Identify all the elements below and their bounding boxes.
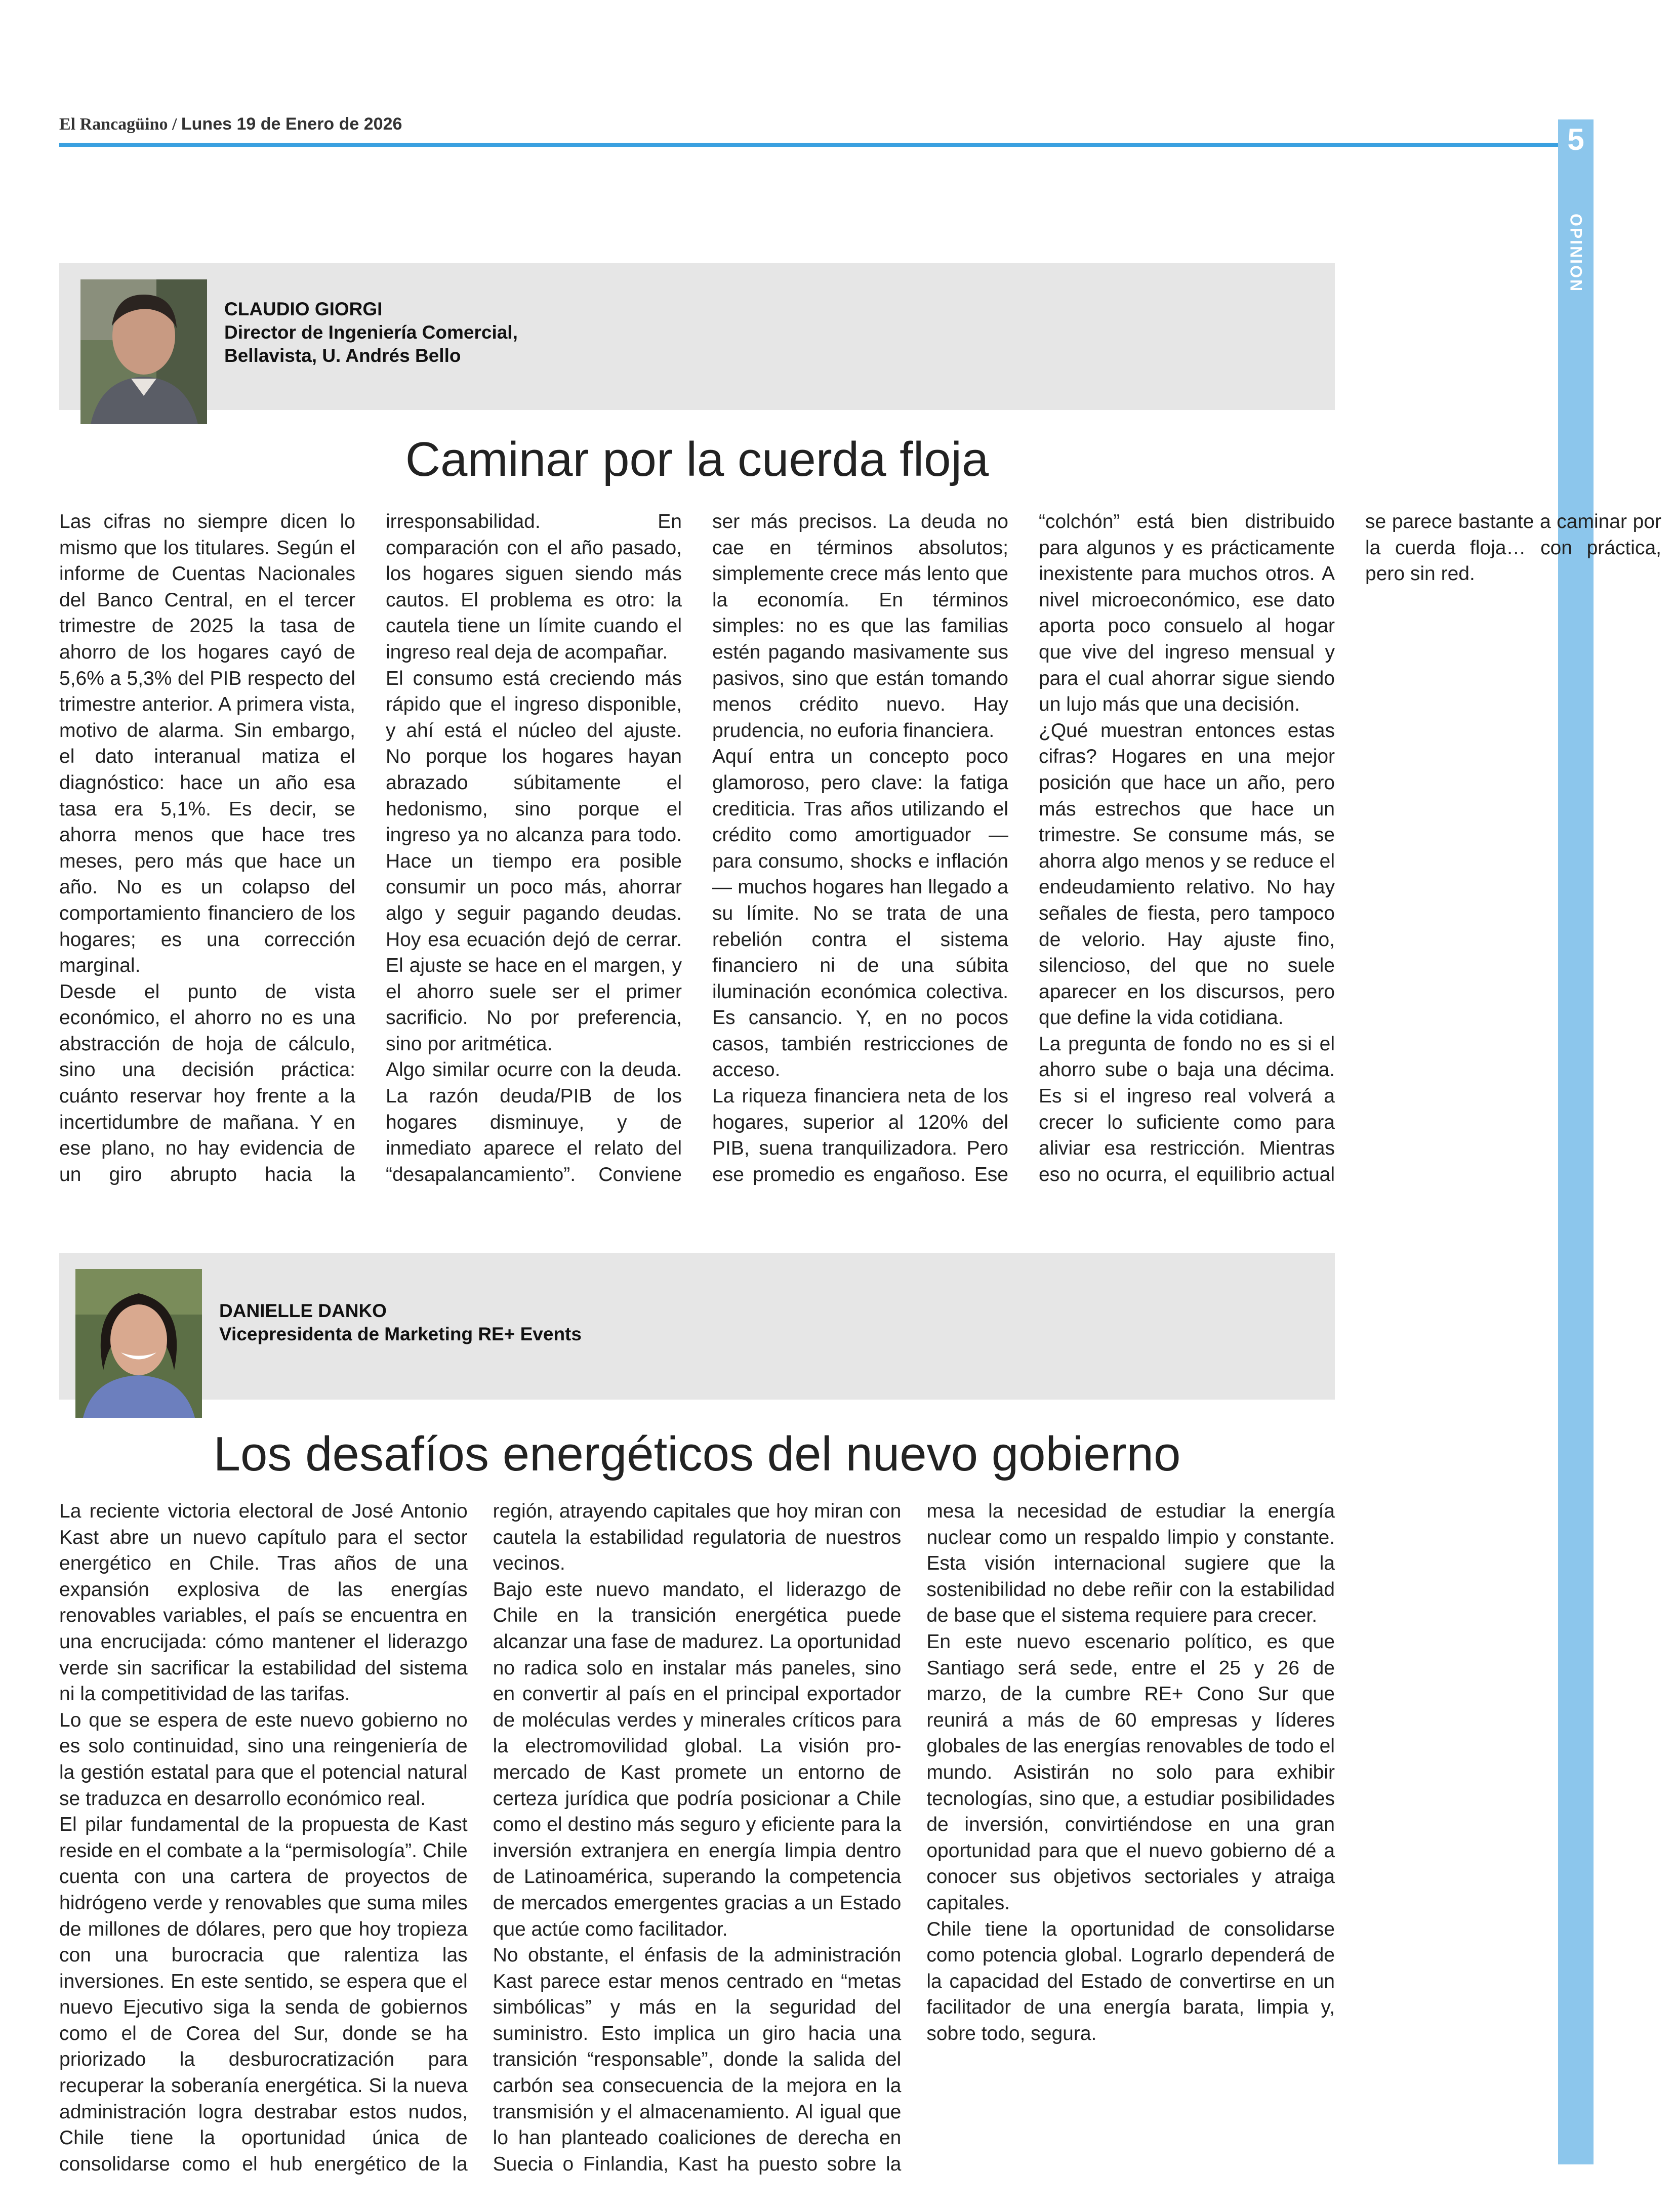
article-1-paragraph: La riqueza financiera neta de los hogares, superior al 120% del PIB, suena tranquilizadora. Pero ese promedio es engañoso. Ese “colchón” está bien distribuido para algunos y es prácticamente inexistente para muchos otros. A nivel microeconómico, ese dato aporta poco consuelo al hogar que vive del ingreso mensual y para el cual ahorrar sigue siendo un lujo más que una decisión. bbox=[712, 511, 1335, 1185]
author-info-2 bbox=[219, 1299, 582, 1346]
article-1-body bbox=[59, 509, 1661, 1207]
issue-date: Lunes 19 de Enero de 2026 bbox=[181, 114, 402, 134]
author-name-2: DANIELLE DANKO bbox=[219, 1300, 387, 1321]
section-label bbox=[1558, 213, 1594, 294]
article-1-paragraph: Algo similar ocurre con la deuda. La razón deuda/PIB de los hogares disminuye, y de inmediato aparece el relato del “desapalancamiento”. Conviene ser más precisos. La deuda no cae en términos absolutos; simplemente crece más lento que la economía. En términos simples: no es que las familias estén pagando masivamente sus pasivos, sino que están tomando menos crédito nuevo. Hay prudencia, no euforia financiera. bbox=[386, 511, 1008, 1185]
author-role-2: Vicepresidenta de Marketing RE+ Events bbox=[219, 1324, 582, 1344]
article-2-paragraph: Bajo este nuevo mandato, el liderazgo de Chile en la transición energética puede alcanzar una fase de madurez. La oportunidad no radica solo en instalar más paneles, sino en convertir al país en el principal exportador de moléculas verdes y minerales críticos para la electromovilidad global. La visión pro-mercado de Kast promete un entorno de certeza jurídica que podría posicionar a Chile como el destino más seguro y eficiente para la inversión extranjera en energía limpia dentro de Latinoamérica, superando la competencia de mercados emergentes gracias a un Estado que actúe como facilitador. bbox=[493, 1578, 902, 1940]
article-2-paragraph: La reciente victoria electoral de José Antonio Kast abre un nuevo capítulo para el sector energético en Chile. Tras años de una expansión explosiva de las energías renovables variables, el país se encuentra en una encrucijada: cómo mantener el liderazgo verde sin sacrificar la estabilidad del sistema ni la competitividad de las tarifas. bbox=[59, 1500, 468, 1705]
article-2-paragraph: En este nuevo escenario político, es que Santiago será sede, entre el 25 y 26 de marzo, de la cumbre RE+ Cono Sur que reunirá a más de 60 empresas y líderes globales de las energías renovables de todo el mundo. Asistirán no solo para exhibir tecnologías, sino que, a estudiar posibilidades de inversión, convirtiéndose en una gran oportunidad para que el nuevo gobierno dé a conocer sus objetivos sectoriales y atraiga capitales. bbox=[926, 1630, 1335, 1914]
author-role-1a: Director de Ingeniería Comercial, bbox=[224, 322, 518, 343]
author-info-1 bbox=[224, 298, 518, 367]
newspaper-name: El Rancagüino / bbox=[59, 115, 177, 134]
section-label-text: OPINION bbox=[1567, 213, 1585, 293]
masthead bbox=[59, 114, 402, 134]
article-2-body bbox=[59, 1498, 1335, 2179]
header-rule bbox=[59, 143, 1559, 147]
page-number: 5 bbox=[1567, 122, 1584, 156]
author-box-1 bbox=[59, 263, 1335, 410]
article-1-paragraph: Las cifras no siempre dicen lo mismo que los titulares. Según el informe de Cuentas Nacionales del Banco Central, en el tercer trimestre de 2025 la tasa de ahorro de los hogares cayó de 5,6% a 5,3% del PIB respecto del trimestre anterior. A primera vista, motivo de alarma. Sin embargo, el dato interanual matiza el diagnóstico: hace un año esa tasa era 5,1%. Es decir, se ahorra menos que hace tres meses, pero más que hace un año. No es un colapso del comportamiento financiero de los hogares; es una corrección marginal. bbox=[59, 511, 355, 977]
author-role-1b: Bellavista, U. Andrés Bello bbox=[224, 345, 461, 366]
author-name-1: CLAUDIO GIORGI bbox=[224, 299, 383, 319]
author-photo-1-image bbox=[80, 279, 207, 424]
author-box-2 bbox=[59, 1253, 1335, 1400]
article-2-paragraph: Chile tiene la oportunidad de consolidarse como potencia global. Lograrlo dependerá de la capacidad del Estado de convertirse en un facilitador de una energía barata, limpia y, sobre todo, segura. bbox=[926, 1918, 1335, 2044]
article-1-paragraph: Desde el punto de vista económico, el ahorro no es una abstracción de hoja de cálculo, sino una decisión práctica: cuánto reservar hoy frente a la incertidumbre de mañana. Y en ese plano, no hay evidencia de un giro abrupto hacia la irresponsabilidad. En comparación con el año pasado, los hogares siguen siendo más cautos. El problema es otro: la cautela tiene un límite cuando el ingreso real deja de acompañar. bbox=[59, 511, 682, 1185]
article-2-paragraph: Lo que se espera de este nuevo gobierno no es solo continuidad, sino una reingeniería de la gestión estatal para que el potencial natural se traduzca en desarrollo económico real. bbox=[59, 1709, 468, 1810]
author-photo-1 bbox=[80, 279, 207, 424]
article-1-paragraph: La pregunta de fondo no es si el ahorro sube o baja una décima. Es si el ingreso real volverá a crecer lo suficiente como para aliviar esa restricción. Mientras eso no ocurra, el equilibrio actual se parece bastante a caminar por la cuerda floja… con práctica, pero sin red. bbox=[1039, 511, 1661, 1185]
article-2-paragraph: El pilar fundamental de la propuesta de Kast reside en el combate a la “permisología”. Chile cuenta con una cartera de proyectos de hidrógeno verde y renovables que suma miles de millones de dólares, pero que hoy tropieza con una burocracia que ralentiza las inversiones. En este sentido, se espera que el nuevo Ejecutivo siga la senda de gobiernos como el de Corea del Sur, donde se ha priorizado la desburocratización para recuperar la soberanía energética. Si la nueva administración logra destrabar estos nudos, Chile tiene la oportunidad única de consolidarse como el hub energético de la región, atrayendo capitales que hoy miran con cautela la estabilidad regulatoria de nuestros vecinos. bbox=[59, 1500, 902, 2175]
author-photo-2-image bbox=[75, 1269, 202, 1418]
author-photo-2 bbox=[75, 1269, 202, 1418]
article-1-paragraph: El consumo está creciendo más rápido que el ingreso disponible, y ahí está el núcleo del ajuste. No porque los hogares hayan abrazado súbitamente el hedonismo, sino porque el ingreso ya no alcanza para todo. Hace un tiempo era posible consumir un poco más, ahorrar algo y seguir pagando deudas. Hoy esa ecuación dejó de cerrar. El ajuste se hace en el margen, y el ahorro suele ser el primer sacrificio. No por preferencia, sino por aritmética. bbox=[386, 667, 682, 1055]
article-2-paragraph: No obstante, el énfasis de la administración Kast parece estar menos centrado en “metas simbólicas” y más en la seguridad del suministro. Esto implica un giro hacia una transición “responsable”, donde la salida del carbón sea consecuencia de la mejora en la transmisión y el almacenamiento. Al igual que lo han planteado coaliciones de derecha en Suecia o Finlandia, Kast ha puesto sobre la mesa la necesidad de estudiar la energía nuclear como un respaldo limpio y constante. Esta visión internacional sugiere que la sostenibilidad no debe reñir con la estabilidad de base que el sistema requiere para crecer. bbox=[493, 1500, 1335, 2175]
article-1-title: Caminar por la cuerda floja bbox=[405, 432, 989, 486]
section-sidebar bbox=[1558, 119, 1594, 2164]
article-1-paragraph: ¿Qué muestran entonces estas cifras? Hogares en una mejor posición que hace un año, pero más estrechos que hace un trimestre. Se consume más, se ahorra algo menos y se reduce el endeudamiento relativo. No hay señales de fiesta, pero tampoco de velorio. Hay ajuste fino, silencioso, del que no suele aparecer en los discursos, pero que define la vida cotidiana. bbox=[1039, 719, 1335, 1029]
article-2-title: Los desafíos energéticos del nuevo gobierno bbox=[213, 1427, 1181, 1481]
article-1-paragraph: Aquí entra un concepto poco glamoroso, pero clave: la fatiga crediticia. Tras años utilizando el crédito como amortiguador —para consumo, shocks e inflación— muchos hogares han llegado a su límite. No se trata de una rebelión contra el sistema financiero ni de una súbita iluminación económica colectiva. Es cansancio. Y, en no pocos casos, también restricciones de acceso. bbox=[712, 746, 1008, 1081]
